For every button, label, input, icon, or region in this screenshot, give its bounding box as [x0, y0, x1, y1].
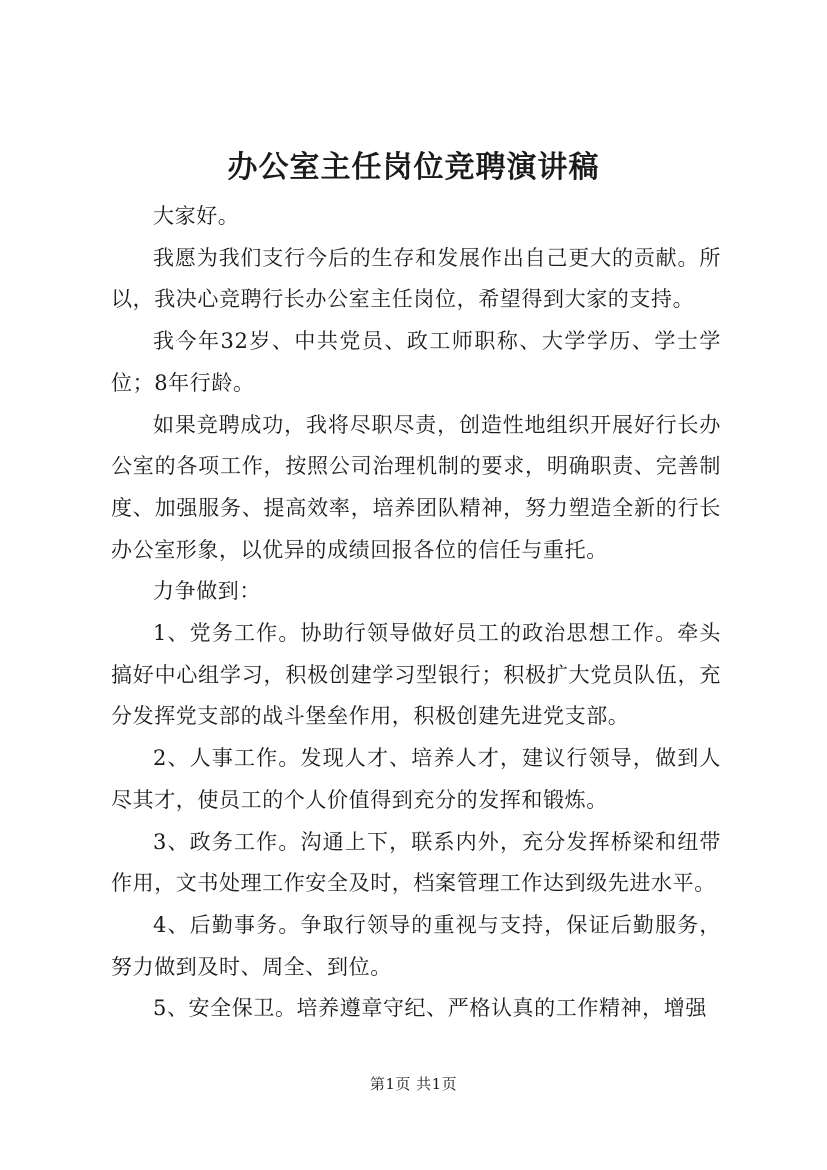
paragraph-goals-heading: 力争做到： — [153, 579, 261, 604]
page-number-footer: 第1页 共1页 — [369, 1075, 458, 1093]
paragraph-item-party: 1、党务工作。协助行领导做好员工的政治思想工作。牵头搞好中心组学习，积极创建学习型银行；积极扩大党员队伍，充分发挥党支部的战斗堡垒作用，积极创建先进党支部。 — [111, 621, 721, 729]
paragraph-commitment: 如果竞聘成功，我将尽职尽责，创造性地组织开展好行长办公室的各项工作，按照公司治理机制的要求，明确职责、完善制度、加强服务、提高效率，培养团队精神，努力塑造全新的行长办公室形象，以优异的成绩回报各位的信任与重托。 — [111, 412, 721, 562]
paragraph-profile: 我今年32岁、中共党员、政工师职称、大学学历、学士学位；8年行龄。 — [111, 329, 721, 395]
paragraph-item-administration: 3、政务工作。沟通上下，联系内外，充分发挥桥梁和纽带作用，文书处理工作安全及时，档案管理工作达到级先进水平。 — [111, 829, 721, 896]
document-body — [111, 196, 721, 1030]
paragraph-greeting: 大家好。 — [153, 204, 240, 228]
paragraph-item-personnel: 2、人事工作。发现人才、培养人才，建议行领导，做到人尽其才，使员工的个人价值得到充分的发挥和锻炼。 — [111, 746, 721, 812]
paragraph-item-security: 5、安全保卫。培养遵章守纪、严格认真的工作精神，增强 — [153, 996, 707, 1021]
paragraph-intent: 我愿为我们支行今后的生存和发展作出自己更大的贡献。所以，我决心竞聘行长办公室主任岗位，希望得到大家的支持。 — [111, 245, 721, 312]
paragraph-item-logistics: 4、后勤事务。争取行领导的重视与支持，保证后勤服务，努力做到及时、周全、到位。 — [111, 912, 721, 979]
document-title: 办公室主任岗位竞聘演讲稿 — [227, 150, 600, 185]
